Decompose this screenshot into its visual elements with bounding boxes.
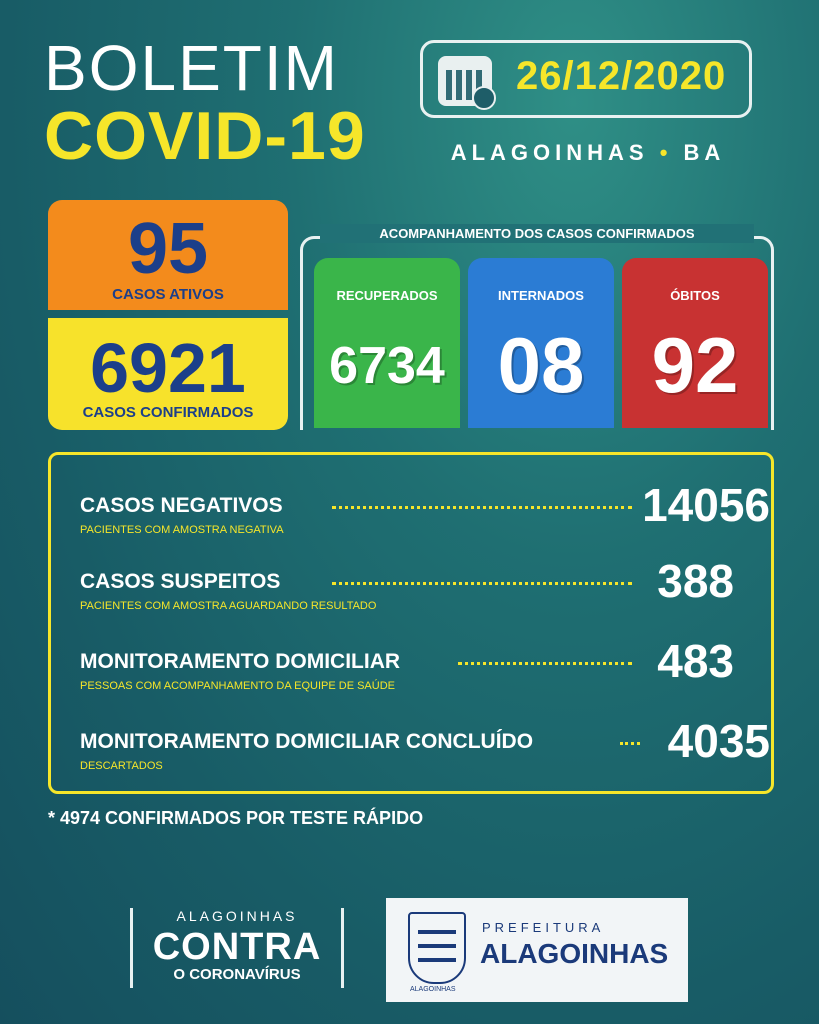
detail-title: MONITORAMENTO DOMICILIAR CONCLUÍDO	[80, 730, 534, 753]
detail-value: 388	[657, 555, 734, 607]
title-boletim: BOLETIM	[44, 32, 339, 104]
deaths-card	[622, 258, 768, 428]
detail-subtitle: PESSOAS COM ACOMPANHAMENTO DA EQUIPE DE SAÚDE	[80, 680, 395, 692]
campaign-logo	[130, 908, 344, 988]
confirmed-cases-box	[48, 318, 288, 430]
detail-title: CASOS NEGATIVOS	[80, 494, 283, 517]
deaths-label: ÓBITOS	[670, 288, 720, 303]
campaign-line1: ALAGOINHAS	[176, 908, 298, 924]
campaign-line2: CONTRA	[152, 926, 322, 968]
hospitalized-value: 08	[497, 321, 585, 409]
detail-subtitle: PACIENTES COM AMOSTRA NEGATIVA	[80, 524, 284, 536]
detail-subtitle: PACIENTES COM AMOSTRA AGUARDANDO RESULTADO	[80, 600, 377, 612]
hospitalized-card	[468, 258, 614, 428]
detail-title: CASOS SUSPEITOS	[80, 570, 281, 593]
prefeitura-line2: ALAGOINHAS	[480, 938, 669, 969]
detail-value: 4035	[667, 715, 770, 767]
footnote: * 4974 CONFIRMADOS POR TESTE RÁPIDO	[48, 808, 424, 828]
confirmed-cases-label: CASOS CONFIRMADOS	[82, 404, 254, 421]
dotted-leader	[332, 506, 632, 509]
calendar-icon	[438, 56, 492, 106]
crest-text: ALAGOINHAS	[410, 986, 456, 993]
location-separator: •	[659, 140, 673, 165]
prefeitura-logo	[386, 898, 688, 1002]
detail-row-home-done	[80, 715, 770, 772]
location-state: BA	[683, 140, 726, 165]
detail-title: MONITORAMENTO DOMICILIAR	[80, 650, 401, 673]
campaign-line3: O CORONAVÍRUS	[173, 966, 301, 983]
location-city: ALAGOINHAS	[450, 140, 649, 165]
detail-value: 14056	[642, 479, 770, 531]
title-covid: COVID-19	[44, 98, 366, 174]
prefeitura-line1: PREFEITURA	[482, 920, 605, 935]
detail-row-negative	[80, 479, 770, 536]
dotted-leader	[458, 662, 632, 665]
recovered-value: 6734	[329, 337, 445, 395]
detail-row-home	[80, 635, 770, 692]
tracking-title: ACOMPANHAMENTO DOS CASOS CONFIRMADOS	[320, 224, 754, 243]
active-cases-box	[48, 200, 288, 310]
location	[420, 140, 756, 166]
dotted-leader	[332, 582, 632, 585]
detail-row-suspect	[80, 555, 770, 612]
crest-icon	[408, 912, 466, 984]
clock-icon	[472, 86, 496, 110]
confirmed-cases-value: 6921	[90, 329, 246, 407]
detail-subtitle: DESCARTADOS	[80, 760, 163, 772]
active-cases-label: CASOS ATIVOS	[112, 286, 224, 303]
recovered-card	[314, 258, 460, 428]
deaths-value: 92	[651, 321, 739, 409]
active-cases-value: 95	[127, 209, 209, 289]
dotted-leader	[620, 742, 640, 745]
detail-value: 483	[657, 635, 734, 687]
recovered-label: RECUPERADOS	[336, 288, 438, 303]
bulletin-date: 26/12/2020	[516, 54, 727, 98]
hospitalized-label: INTERNADOS	[498, 288, 584, 303]
